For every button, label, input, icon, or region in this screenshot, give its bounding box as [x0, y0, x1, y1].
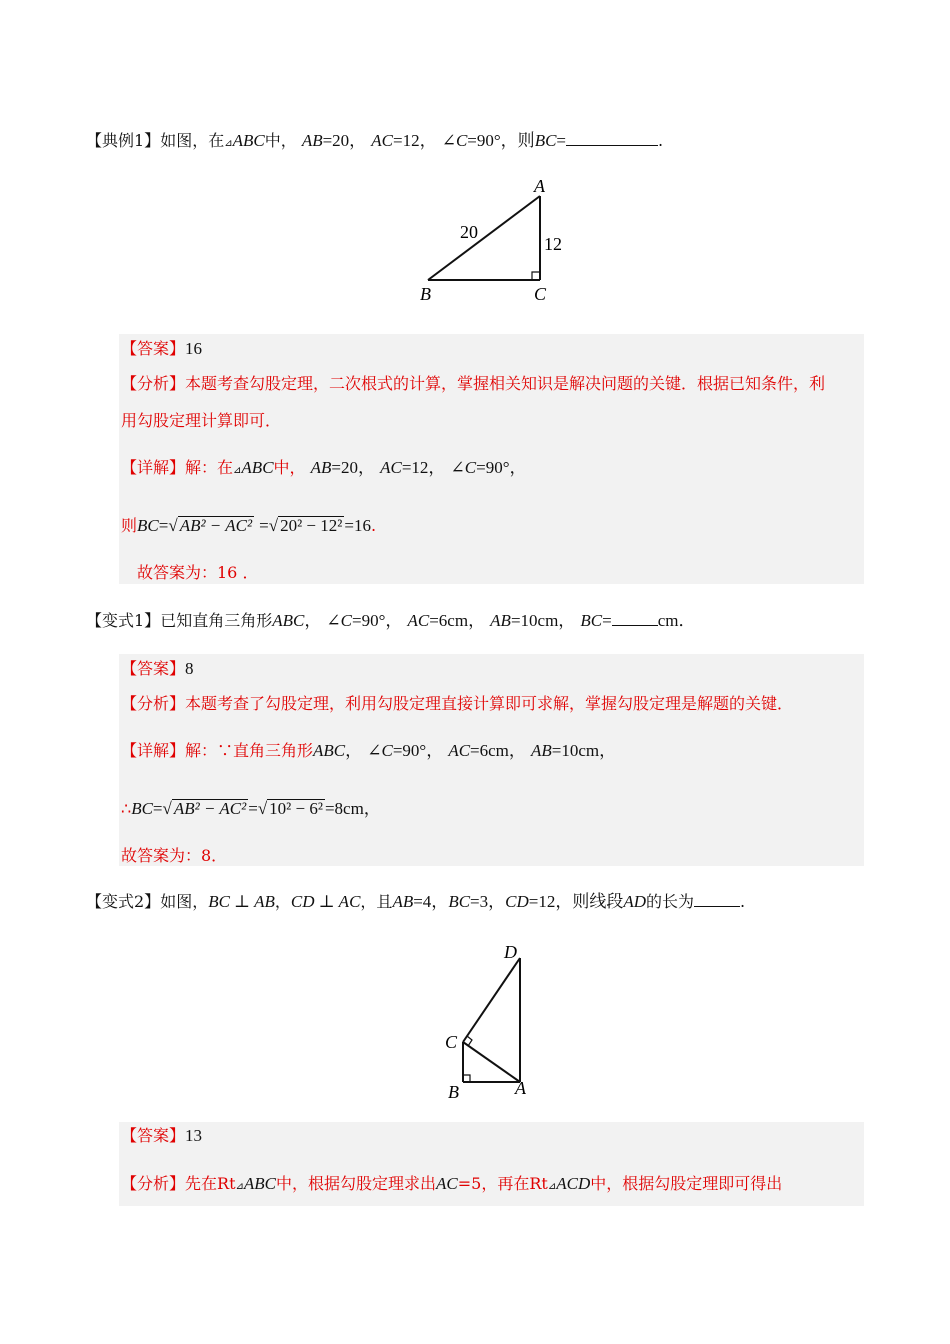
segment-cd: [463, 958, 520, 1042]
variant2-question: 【变式2】如图，BC ⊥ AB，CD ⊥ AC，且AB=4，BC=3，CD=12，则线段AD的长为 .: [86, 892, 746, 911]
answer-tag: 【答案】: [121, 1126, 186, 1145]
variant2-figure: [440, 940, 540, 1105]
answer-tag: 【答案】: [121, 339, 186, 358]
answer-blank: [694, 892, 740, 907]
variant1-answer: 【答案】8: [121, 659, 194, 678]
variant1-detail: 【详解】解：∵直角三角形ABC， ∠C=90°， AC=6cm， AB=10cm，: [121, 741, 617, 760]
example1-answer: 【答案】16: [121, 339, 203, 358]
segment-ca: [463, 1042, 520, 1082]
variant2-analysis: 【分析】先在Rt⊿ABC中，根据勾股定理求出AC=5，再在Rt⊿ACD中，根据勾股定理即可得出: [121, 1174, 783, 1193]
side-ba: [428, 196, 540, 280]
example1-question: 【典例1】如图，在⊿ABC中， AB=20， AC=12， ∠C=90°，则BC= .: [86, 131, 664, 150]
variant1-question: 【变式1】已知直角三角形ABC， ∠C=90°， AC=6cm， AB=10cm， BC= cm．: [86, 611, 696, 630]
length-ab-label: 20: [460, 222, 478, 242]
analysis-tag: 【分析】: [121, 694, 186, 713]
vertex-b-label: B: [420, 284, 431, 304]
radicand-2: 20² − 12²: [280, 516, 343, 535]
variant2-answer: 【答案】13: [121, 1126, 203, 1145]
vertex-c-label: C: [534, 284, 547, 304]
example1-tag: 【典例1】: [86, 131, 161, 150]
example1-final-answer: 故答案为：16 ．: [137, 563, 259, 582]
vertex-b-label: B: [448, 1082, 459, 1102]
answer-tag: 【答案】: [121, 659, 186, 678]
answer-blank: [566, 131, 658, 146]
example1-triangle-figure: [410, 172, 580, 307]
detail-tag: 【详解】: [121, 458, 186, 477]
analysis-tag: 【分析】: [121, 1174, 186, 1193]
variant1-tag: 【变式1】: [86, 611, 161, 630]
example1-analysis-line1: 【分析】本题考查勾股定理，二次根式的计算，掌握相关知识是解决问题的关键．根据已知条件，利: [121, 374, 826, 393]
length-ac-label: 12: [544, 234, 562, 254]
detail-tag: 【详解】: [121, 741, 186, 760]
variant1-calculation: ∴BC=√ AB² − AC² =√ 10² − 6² =8cm，: [121, 799, 381, 818]
vertex-a-label: A: [534, 176, 545, 196]
example1-analysis-line2: 用勾股定理计算即可．: [121, 411, 282, 430]
example1-detail: 【详解】解：在⊿ABC中， AB=20， AC=12， ∠C=90°，: [121, 458, 527, 477]
right-angle-marker-b: [463, 1075, 470, 1082]
radicand-1: AB² − AC²: [173, 799, 247, 818]
answer-blank: [612, 611, 658, 626]
radicand-1: AB² − AC²: [179, 516, 253, 535]
variant1-final-answer: 故答案为：8．: [121, 846, 228, 865]
vertex-d-label: D: [504, 942, 517, 962]
radicand-2: 10² − 6²: [269, 799, 323, 818]
vertex-a-label: A: [515, 1078, 526, 1098]
right-angle-marker: [532, 272, 540, 280]
analysis-tag: 【分析】: [121, 374, 186, 393]
variant1-analysis: 【分析】本题考查了勾股定理，利用勾股定理直接计算即可求解，掌握勾股定理是解题的关键．: [121, 694, 794, 713]
vertex-c-label: C: [445, 1032, 458, 1052]
variant2-tag: 【变式2】: [86, 892, 161, 911]
example1-calculation: 则BC=√ AB² − AC² =√ 20² − 12² =16.: [121, 516, 377, 535]
